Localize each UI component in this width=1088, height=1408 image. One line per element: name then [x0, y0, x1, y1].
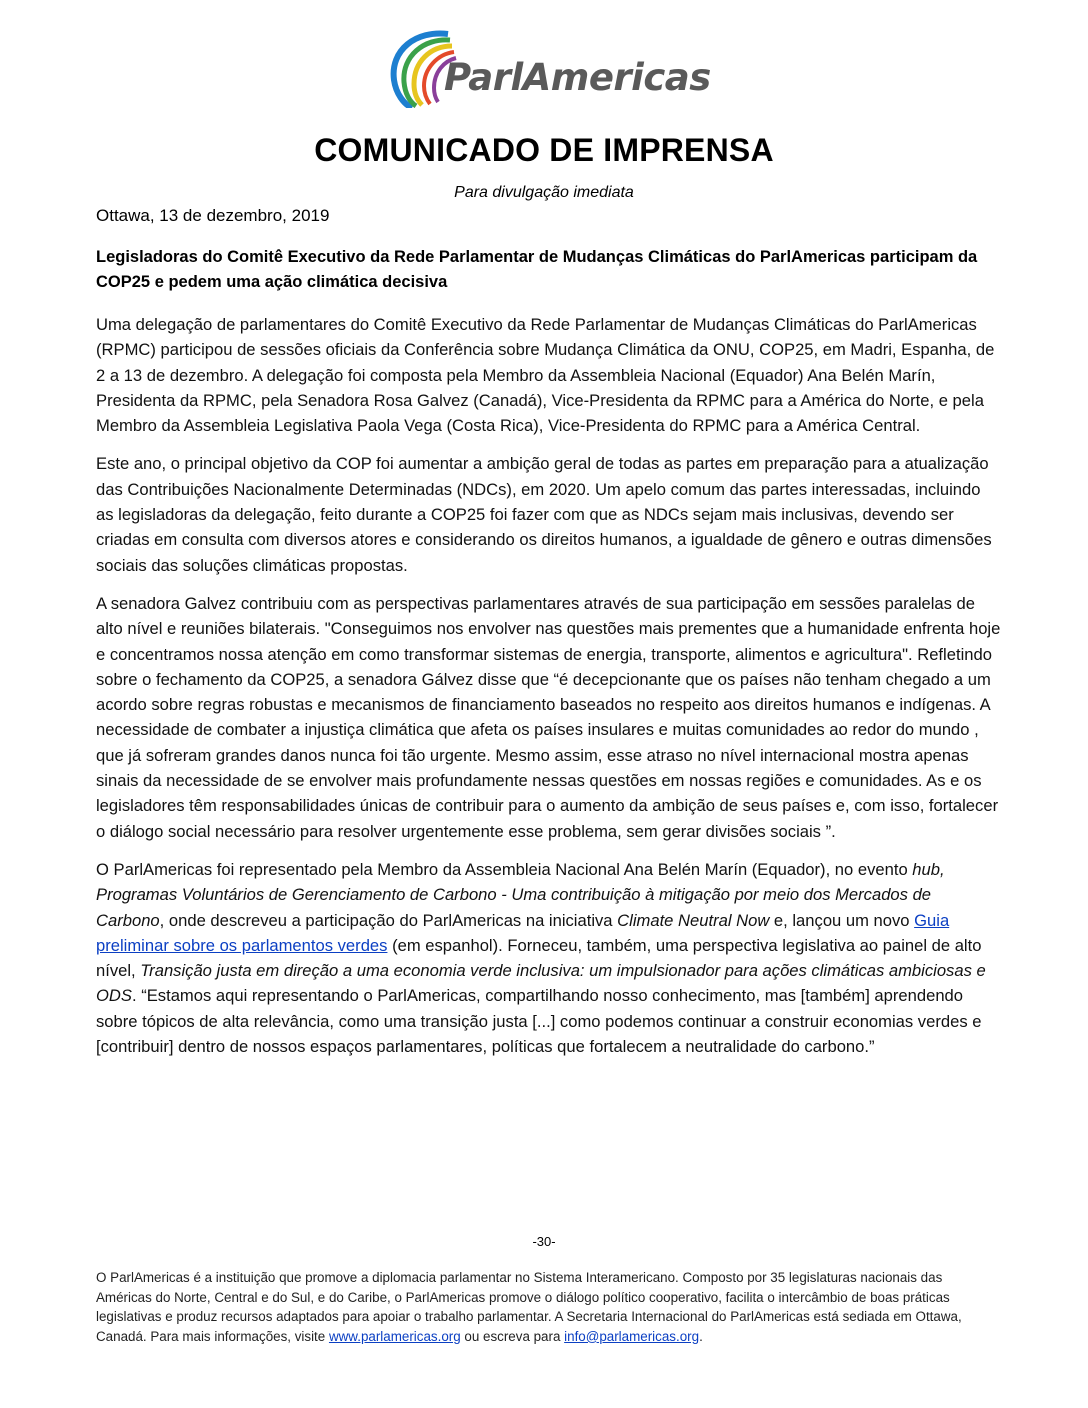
paragraph-4	[96, 857, 1001, 1059]
green-parliaments-guide-link[interactable]: Guia preliminar sobre os parlamentos verdes	[96, 910, 950, 955]
paragraph-4-text: O ParlAmericas foi representado pela Membro da Assembleia Nacional Ana Belén Marín (Equador), no evento	[96, 859, 913, 879]
initiative-name: Climate Neutral Now	[617, 910, 770, 930]
paragraph-4-text: (em espanhol). Forneceu, também, uma perspectiva legislativa ao painel de alto nível,	[96, 935, 982, 981]
dateline: Ottawa, 13 de dezembro, 2019	[96, 206, 330, 225]
page-title: COMUNICADO DE IMPRENSA	[314, 132, 774, 168]
paragraph-3: A senadora Galvez contribuiu com as perspectivas parlamentares através de sua participação em sessões paralelas de alto nível e reuniões bilaterais. "Conseguimos nos envolver nas questões mais prementes que a humanidade enfrenta hoje e concentramos nossa atenção em como transformar sistemas de energia, transporte, alimentos e agricultura". Refletindo sobre o fechamento da COP25, a senadora Gálvez disse que “é decepcionante que os países não tenham chegado a um acordo sobre regras robustas e mecanismos de financiamento baseados no respeito aos direitos humanos e indígenas. A necessidade de combater a injustiça climática que afeta os países insulares e muitas comunidades ao redor do mundo , que já sofreram grandes danos nunca foi tão urgente. Mesmo assim, esse atraso no nível internacional mostra apenas sinais da necessidade de se envolver mais profundamente nessas questões em nossas regiões e comunidades. As e os legisladores têm responsabilidades únicas de contribuir para o aumento da ambição de seus países e, com isso, fortalecer o diálogo social necessário para resolver urgentemente esse problema, sem gerar divisões sociais ”.	[96, 593, 1001, 841]
email-link[interactable]: info@parlamericas.org	[564, 1328, 700, 1344]
parlamericas-logo	[386, 28, 711, 108]
footer-text: .	[699, 1328, 703, 1344]
paragraph-2: Este ano, o principal objetivo da COP foi aumentar a ambição geral de todas as partes em preparação para a atualização das Contribuições Nacionalmente Determinadas (NDCs), em 2020. Um apelo comum das partes interessadas, incluindo as legisladoras da delegação, feito durante a COP25 foi fazer com que as NDCs sejam mais inclusivas, devendo ser criadas em consulta com diversos atores e considerando os direitos humanos, a igualdade de gênero e outras dimensões sociais das soluções climáticas propostas.	[96, 454, 992, 575]
paragraph-1: Uma delegação de parlamentares do Comitê Executivo da Rede Parlamentar de Mudanças Climáticas do ParlAmericas (RPMC) participou de sessões oficiais da Conferência sobre Mudança Climática da ONU, COP25, em Madri, Espanha, de 2 a 13 de dezembro. A delegação foi composta pela Membro da Assembleia Nacional (Equador) Ana Belén Marín, Presidenta da RPMC, pela Senadora Rosa Galvez (Canadá), Vice-Presidenta da RPMC para a América do Norte, e pela Membro da Assembleia Legislativa Paola Vega (Costa Rica), Vice-Presidenta do RPMC para a América Central.	[96, 315, 995, 436]
paragraph-4-text: , onde descreveu a participação do ParlAmericas na iniciativa	[159, 910, 618, 930]
end-marker: -30-	[532, 1234, 556, 1249]
event-title: hub, Programas Voluntários de Gerenciamento de Carbono - Uma contribuição à mitigação por meio dos Mercados de Carbono	[96, 859, 945, 930]
paragraph-4-text: . “Estamos aqui representando o ParlAmericas, compartilhando nosso conhecimento, mas [também] aprendendo sobre tópicos de alta relevância, como uma transição justa [...] como podemos continuar a construir economias verdes e [contribuir] dentro de nossos espaços parlamentares, políticas que fortalecem a neutralidade do carbono.”	[96, 986, 982, 1057]
footer-boilerplate	[96, 1268, 996, 1346]
footer-text: O ParlAmericas é a instituição que promove a diplomacia parlamentar no Sistema Interamericano. Composto por 35 legislaturas nacionais das Américas do Norte, Central e do Sul, e do Caribe, o ParlAmericas promove o diálogo político cooperativo, facilita o intercâmbio de boas práticas legislativas e produz recursos adaptados para apoiar o trabalho parlamentar. A Secretaria Internacional do ParlAmericas está sediada em Ottawa, Canadá. Para mais informações, visite	[96, 1270, 962, 1344]
article-body	[96, 312, 1001, 1072]
release-subtitle: Para divulgação imediata	[454, 184, 634, 201]
paragraph-4-text: e, lançou um novo	[769, 910, 915, 930]
panel-title: Transição justa em direção a uma economia verde inclusiva: um impulsionador para ações climáticas ambiciosas e ODS	[96, 961, 986, 1006]
footer-text: ou escreva para	[460, 1328, 565, 1344]
website-link[interactable]: www.parlamericas.org	[328, 1328, 461, 1344]
logo-wordmark: ParlAmericas	[444, 56, 711, 99]
headline: Legisladoras do Comitê Executivo da Rede Parlamentar de Mudanças Climáticas do ParlAmericas participam da COP25 e pedem uma ação climática decisiva	[96, 248, 978, 291]
